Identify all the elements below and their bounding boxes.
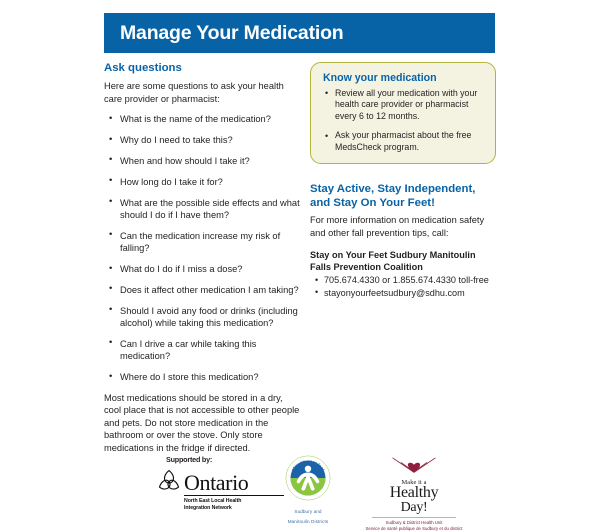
page-title: Manage Your Medication: [120, 22, 344, 44]
list-item: • What are the possible side effects and what should I do if I have them?: [104, 197, 300, 222]
ask-questions-intro: Here are some questions to ask your health care provider or pharmacist:: [104, 81, 284, 104]
list-item: • How long do I take it for?: [104, 176, 300, 188]
list-item: • Review all your medication with your health care provider or pharmacist every 6 to 12 months.: [321, 88, 484, 123]
storage-paragraph: Most medications should be stored in a dry, cool place that is not accessible to other people and pets. Do not store medication in the bathroom or over the stove. Only store medications in the fridge if directed.: [104, 393, 300, 453]
list-item: • What do I do if I miss a dose?: [104, 263, 300, 275]
trillium-icon: [156, 468, 182, 494]
sof-subtitle-line2: Manitoulin Districts: [287, 518, 329, 524]
list-item: • When and how should I take it?: [104, 155, 300, 167]
chevron-heart-icon: [391, 457, 437, 474]
right-column: [310, 62, 496, 301]
stay-active-block: [310, 183, 496, 300]
list-item: • Ask your pharmacist about the free MedsCheck program.: [321, 130, 484, 154]
list-item: • Why do I need to take this?: [104, 134, 300, 146]
ontario-wordmark: Ontario: [184, 470, 249, 496]
stay-active-heading: Stay Active, Stay Independent, and Stay On Your Feet!: [310, 182, 476, 209]
sof-subtitle-line1: Sudbury and: [294, 509, 322, 514]
ontario-subtitle-line2: Integration Network: [184, 504, 232, 511]
stay-active-intro: For more information on medication safety and other fall prevention tips, call:: [310, 215, 485, 238]
stay-on-your-feet-icon: [285, 455, 331, 501]
sof-arc-top: stay on your feet: [289, 458, 327, 472]
mhd-day-word: Day!: [400, 499, 428, 515]
callout-list: [321, 88, 484, 154]
list-item: • Where do I store this medication?: [104, 371, 300, 383]
mhd-subtitle-line1: Sudbury & District Health Unit: [385, 519, 443, 525]
supported-by-label: Supported by:: [166, 455, 213, 464]
footer-logos: [104, 455, 496, 531]
coalition-name: Stay on Your Feet Sudbury Manitoulin Falls Prevention Coalition: [310, 250, 476, 273]
mhd-make-it-a: Make it a: [401, 479, 427, 486]
list-item: • Can the medication increase my risk of falling?: [104, 230, 300, 255]
list-item: • What is the name of the medication?: [104, 113, 300, 125]
mhd-divider: [372, 517, 456, 518]
left-column: [104, 62, 300, 454]
list-item: • Should I avoid any food or drinks (including alcohol) while taking this medication?: [104, 305, 300, 330]
phone-number: • 705.674.4330 or 1.855.674.4330 toll-free: [310, 275, 496, 287]
healthy-day-logo: [359, 457, 469, 532]
list-item: • Does it affect other medication I am taking?: [104, 284, 300, 296]
stay-on-your-feet-logo: [262, 455, 354, 526]
page-header-bar: [104, 13, 495, 53]
mhd-healthy-word: Healthy: [389, 484, 439, 501]
email-address[interactable]: • stayonyourfeetsudbury@sdhu.com: [310, 288, 496, 300]
callout-heading: Know your medication: [323, 72, 437, 84]
questions-list: [104, 113, 300, 383]
ask-questions-heading: Ask questions: [104, 62, 182, 74]
sof-arc-bottom: debout de pied ferme: [293, 483, 323, 496]
mhd-subtitle-line2: Service de santé publique de Sudbury et du district: [365, 525, 463, 531]
list-item: • Can I drive a car while taking this medication?: [104, 338, 300, 363]
ontario-subtitle-line1: North East Local Health: [184, 497, 242, 504]
contact-list: [310, 275, 496, 300]
know-your-medication-callout: [310, 62, 496, 164]
